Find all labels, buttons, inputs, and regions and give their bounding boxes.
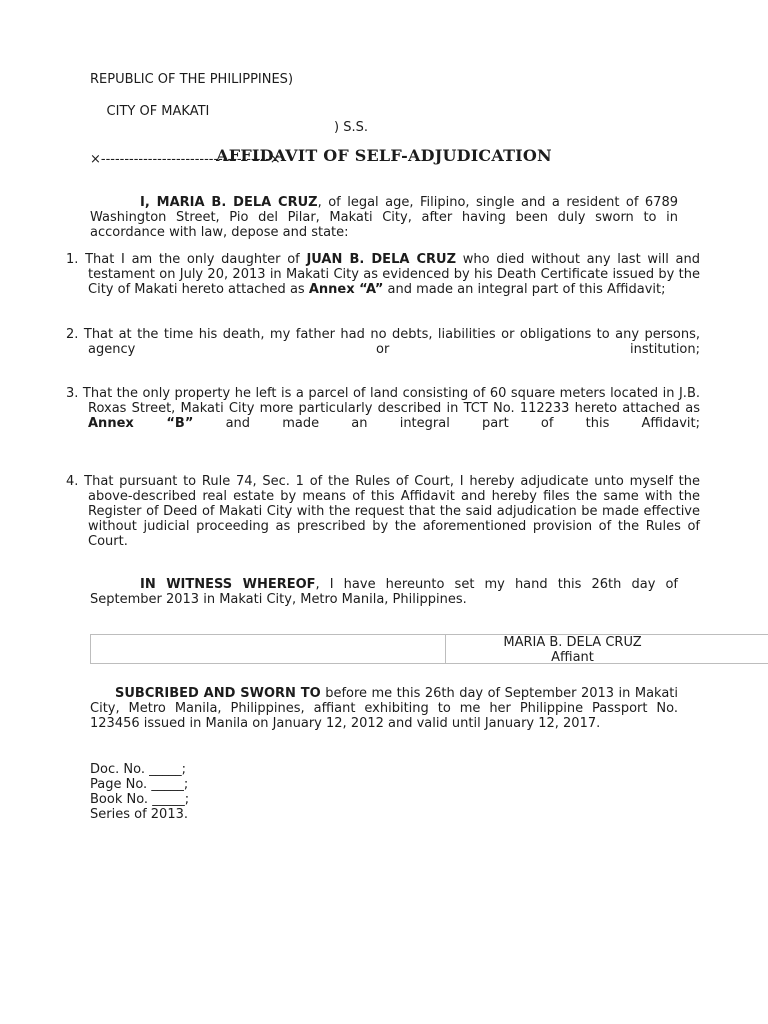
venue-republic: REPUBLIC OF THE PHILIPPINES) xyxy=(90,72,294,87)
document-title: AFFIDAVIT OF SELF-ADJUDICATION xyxy=(216,146,552,165)
list-item-4 xyxy=(66,474,700,549)
book-no: Book No. _____; xyxy=(90,792,190,807)
annex-b: Annex “B” xyxy=(88,416,194,431)
item-number: 3. xyxy=(66,386,79,401)
annex-a: Annex “A” xyxy=(308,282,384,297)
witness-heading: IN WITNESS WHEREOF xyxy=(140,577,316,592)
item-number: 2. xyxy=(66,327,79,342)
list-item-1 xyxy=(66,252,700,297)
item-number: 4. xyxy=(66,474,79,489)
list-item-3 xyxy=(66,386,700,431)
venue-ss: ) S.S. xyxy=(334,120,368,135)
affiant-name-intro: I, MARIA B. DELA CRUZ xyxy=(140,195,318,210)
notarial-record xyxy=(90,762,189,822)
venue-separator: ×------------------------------------× xyxy=(90,152,281,167)
jurat-paragraph xyxy=(90,686,678,731)
venue-city-line xyxy=(90,88,368,152)
item-1-text-c: who died without any last will and testament on July 20, 2013 in Makati City as evidenced by his Death Certificate issued by the City of Makati hereto attached as xyxy=(88,252,700,297)
item-1-text-e: and made an integral part of this Affidavit; xyxy=(383,282,666,297)
signature-blank-cell xyxy=(91,635,446,663)
signature-cell xyxy=(446,635,768,663)
jurat-heading: SUBCRIBED AND SWORN TO xyxy=(115,686,321,701)
doc-no: Doc. No. _____; xyxy=(90,762,186,777)
witness-paragraph xyxy=(90,577,678,607)
item-4-text: That pursuant to Rule 74, Sec. 1 of the Rules of Court, I hereby adjudicate unto myself the above-described real estate by means of this Affidavit and hereby files the same with the Register of Deed of Makati City with the request that the said adjudication be made effective without judicial proceeding as prescribed by the aforementioned provision of the Rules of Court. xyxy=(84,474,700,549)
venue-city: CITY OF MAKATI xyxy=(106,104,210,119)
page-no: Page No. _____; xyxy=(90,777,189,792)
item-number: 1. xyxy=(66,252,79,267)
item-2-text: That at the time his death, my father had no debts, liabilities or obligations to any persons, agency or institution; xyxy=(83,327,701,357)
affiant-signature-name: MARIA B. DELA CRUZ xyxy=(503,635,642,650)
jurat-text: before me this 26th day of September 2013 in Makati City, Metro Manila, Philippines, affiant exhibiting to me her Philippine Passport No. 123456 issued in Manila on January 12, 2012 and valid until January 12, 2017. xyxy=(90,686,679,731)
series: Series of 2013. xyxy=(90,807,188,822)
witness-text: , I have hereunto set my hand this 26th day of September 2013 in Makati City, Metro Manila, Philippines. xyxy=(90,577,678,607)
intro-text: , of legal age, Filipino, single and a resident of 6789 Washington Street, Pio del Pilar, Makati City, after having been duly sworn to in accordance with law, depose and state: xyxy=(90,195,678,240)
item-1-text-a: That I am the only daughter of xyxy=(85,252,307,267)
item-3-text-a: That the only property he left is a parcel of land consisting of 60 square meters located in J.B. Roxas Street, Makati City more particularly described in TCT No. 112233 hereto attached as xyxy=(82,386,700,416)
item-3-text-c: and made an integral part of this Affidavit; xyxy=(193,416,700,431)
affiant-role: Affiant xyxy=(551,650,594,665)
deceased-name: JUAN B. DELA CRUZ xyxy=(306,252,457,267)
intro-paragraph xyxy=(90,195,678,240)
list-item-2 xyxy=(66,327,700,357)
signature-table xyxy=(90,634,768,664)
